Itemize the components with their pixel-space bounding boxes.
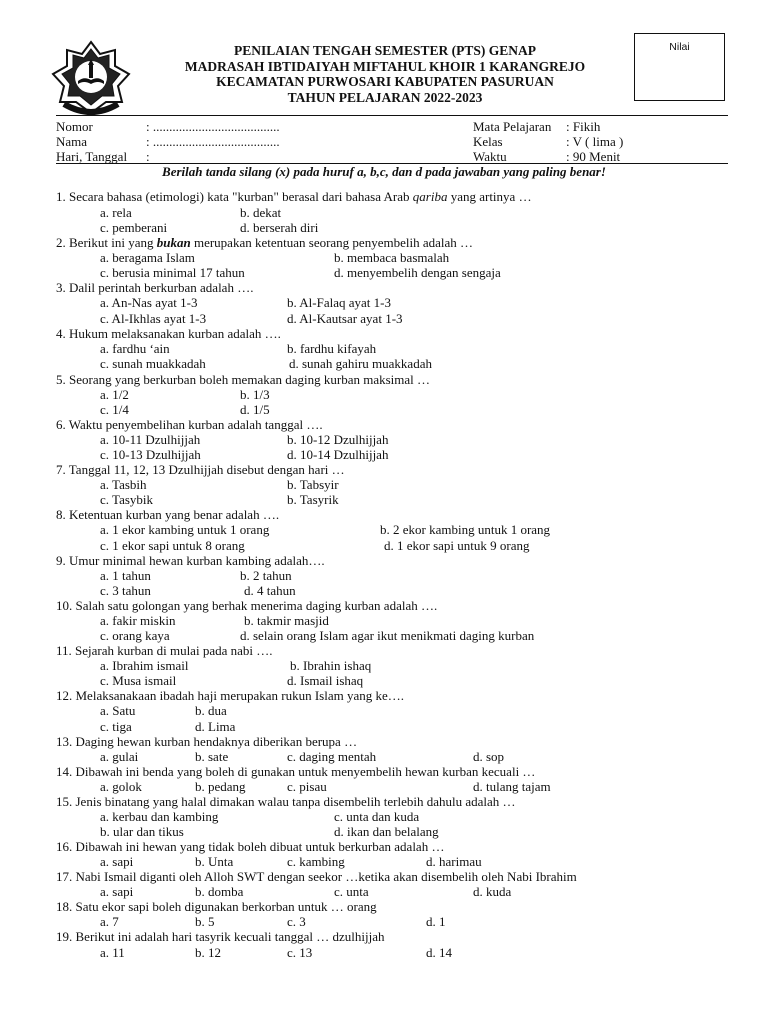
q14-option-a: a. golok — [100, 779, 142, 794]
q4-option-b: b. fardhu kifayah — [287, 341, 377, 356]
q13-option-b: b. sate — [195, 749, 229, 764]
q13-option-a: a. gulai — [100, 749, 139, 764]
q5-option-c: c. 1/4 — [100, 402, 129, 417]
nama-label: Nama — [56, 134, 88, 149]
q8-option-b: b. 2 ekor kambing untuk 1 orang — [380, 522, 551, 537]
question-3: 3. Dalil perintah berkurban adalah …. — [56, 280, 254, 295]
q12-option-d: d. Lima — [195, 719, 236, 734]
question-19: 19. Berikut ini adalah hari tasyrik kecuali tanggal … dzulhijjah — [56, 929, 385, 944]
q10-option-d: d. selain orang Islam agar ikut menikmati daging kurban — [240, 628, 535, 643]
exam-header — [140, 43, 630, 105]
question-12: 12. Melaksanakaan ibadah haji merupakan rukun Islam yang ke…. — [56, 688, 404, 703]
q10-option-c: c. orang kaya — [100, 628, 170, 643]
q19-option-b: b. 12 — [195, 945, 221, 960]
q16-option-a: a. sapi — [100, 854, 134, 869]
q15-option-b: c. unta dan kuda — [334, 809, 420, 824]
question-17: 17. Nabi Ismail diganti oleh Alloh SWT dengan seekor …ketika akan disembelih oleh Nabi Ibrahim — [56, 869, 577, 884]
header-school-name: MADRASAH IBTIDAIYAH MIFTAHUL KHOIR 1 KARANGREJO — [184, 58, 586, 74]
q16-option-c: c. kambing — [287, 854, 345, 869]
instruction-text: Berilah tanda silang (x) pada huruf a, b,c, dan d pada jawaban yang paling benar! — [162, 164, 606, 179]
q10-option-b: b. takmir masjid — [244, 613, 329, 628]
question-5: 5. Seorang yang berkurban boleh memakan daging kurban maksimal … — [56, 372, 431, 387]
question-2-text-end: merupakan ketentuan seorang penyembelih adalah … — [190, 235, 473, 250]
mapel-label: Mata Pelajaran — [473, 119, 552, 134]
nomor-label: Nomor — [56, 119, 93, 134]
q4-option-d: d. sunah gahiru muakkadah — [289, 356, 432, 371]
q11-option-d: d. Ismail ishaq — [287, 673, 364, 688]
q11-option-c: c. Musa ismail — [100, 673, 177, 688]
hari-tanggal-label: Hari, Tanggal — [56, 149, 128, 164]
q17-option-a: a. sapi — [100, 884, 134, 899]
q1-option-c: c. pemberani — [100, 220, 168, 235]
question-4: 4. Hukum melaksanakan kurban adalah …. — [56, 326, 281, 341]
question-2-text: 2. Berikut ini yang — [56, 235, 157, 250]
q9-option-d: d. 4 tahun — [244, 583, 296, 598]
question-2-emphasis: bukan — [156, 235, 191, 250]
q18-option-b: b. 5 — [195, 914, 215, 929]
q15-option-a: a. kerbau dan kambing — [100, 809, 219, 824]
q3-option-b: b. Al-Falaq ayat 1-3 — [287, 295, 391, 310]
question-15: 15. Jenis binatang yang halal dimakan walau tanpa disembelih terlebih dahulu adalah … — [56, 794, 516, 809]
question-7: 7. Tanggal 11, 12, 13 Dzulhijjah disebut dengan hari … — [56, 462, 345, 477]
question-16: 16. Dibawah ini hewan yang tidak boleh dibuat untuk berkurban adalah … — [56, 839, 445, 854]
q7-option-b: b. Tabsyir — [287, 477, 339, 492]
question-10: 10. Salah satu golongan yang berhak menerima daging kurban adalah …. — [56, 598, 438, 613]
question-11: 11. Sejarah kurban di mulai pada nabi …. — [56, 643, 273, 658]
question-18: 18. Satu ekor sapi boleh digunakan berkorban untuk … orang — [56, 899, 377, 914]
q8-option-c: c. 1 ekor sapi untuk 8 orang — [100, 538, 245, 553]
q2-option-a: a. beragama Islam — [100, 250, 195, 265]
q10-option-a: a. fakir miskin — [100, 613, 176, 628]
q8-option-a: a. 1 ekor kambing untuk 1 orang — [100, 522, 270, 537]
q1-option-b: b. dekat — [240, 205, 282, 220]
waktu-value: : 90 Menit — [566, 149, 621, 164]
question-1-term: qariba — [412, 189, 448, 204]
q4-option-a: a. fardhu ‘ain — [100, 341, 170, 356]
q11-option-b: b. Ibrahin ishaq — [290, 658, 372, 673]
question-2 — [56, 235, 473, 250]
q2-option-d: d. menyembelih dengan sengaja — [334, 265, 501, 280]
q8-option-d: d. 1 ekor sapi untuk 9 orang — [384, 538, 530, 553]
q4-option-c: c. sunah muakkadah — [100, 356, 206, 371]
q5-option-b: b. 1/3 — [240, 387, 270, 402]
q6-option-d: d. 10-14 Dzulhijjah — [287, 447, 389, 462]
header-title: PENILAIAN TENGAH SEMESTER (PTS) GENAP — [233, 43, 537, 58]
q16-option-d: d. harimau — [426, 854, 482, 869]
question-1 — [56, 189, 532, 204]
q5-option-d: d. 1/5 — [240, 402, 270, 417]
q16-option-b: b. Unta — [195, 854, 234, 869]
q9-option-c: c. 3 tahun — [100, 583, 151, 598]
q3-option-a: a. An-Nas ayat 1-3 — [100, 295, 198, 310]
question-9: 9. Umur minimal hewan kurban kambing adalah…. — [56, 553, 325, 568]
q17-option-c: c. unta — [334, 884, 369, 899]
waktu-label: Waktu — [473, 149, 507, 164]
q19-option-a: a. 11 — [100, 945, 125, 960]
q7-option-d: b. Tasyrik — [287, 492, 339, 507]
q13-option-d: d. sop — [473, 749, 505, 764]
q7-option-c: c. Tasybik — [100, 492, 154, 507]
q13-option-c: c. daging mentah — [287, 749, 377, 764]
question-13: 13. Daging hewan kurban hendaknya diberikan berupa … — [56, 734, 358, 749]
q1-option-a: a. rela — [100, 205, 132, 220]
q12-option-b: b. dua — [195, 703, 227, 718]
q19-option-d: d. 14 — [426, 945, 452, 960]
nomor-field: : ....................................... — [146, 119, 280, 134]
school-logo — [50, 40, 132, 116]
q5-option-a: a. 1/2 — [100, 387, 129, 402]
q17-option-b: b. domba — [195, 884, 244, 899]
score-label: Nilai — [669, 41, 690, 53]
q15-option-d: d. ikan dan belalang — [334, 824, 439, 839]
q3-option-c: c. Al-Ikhlas ayat 1-3 — [100, 311, 207, 326]
q18-option-c: c. 3 — [287, 914, 306, 929]
header-divider — [56, 115, 728, 116]
q15-option-c: b. ular dan tikus — [100, 824, 184, 839]
q6-option-a: a. 10-11 Dzulhijjah — [100, 432, 201, 447]
q6-option-b: b. 10-12 Dzulhijjah — [287, 432, 389, 447]
q6-option-c: c. 10-13 Dzulhijjah — [100, 447, 201, 462]
q2-option-b: b. membaca basmalah — [334, 250, 450, 265]
header-academic-year: TAHUN PELAJARAN 2022-2023 — [287, 89, 483, 105]
q2-option-c: c. berusia minimal 17 tahun — [100, 265, 245, 280]
q12-option-c: c. tiga — [100, 719, 132, 734]
question-1-text-end: yang artinya … — [447, 189, 532, 204]
q14-option-b: b. pedang — [195, 779, 246, 794]
question-8: 8. Ketentuan kurban yang benar adalah …. — [56, 507, 280, 522]
question-1-text: 1. Secara bahasa (etimologi) kata "kurban" berasal dari bahasa Arab — [56, 189, 413, 204]
q18-option-d: d. 1 — [426, 914, 446, 929]
q11-option-a: a. Ibrahim ismail — [100, 658, 189, 673]
kelas-value: : V ( lima ) — [566, 134, 624, 149]
score-box — [634, 33, 725, 101]
question-6: 6. Waktu penyembelihan kurban adalah tanggal …. — [56, 417, 323, 432]
question-14: 14. Dibawah ini benda yang boleh di gunakan untuk menyembelih hewan kurban kecuali … — [56, 764, 536, 779]
q17-option-d: d. kuda — [473, 884, 512, 899]
q1-option-d: d. berserah diri — [240, 220, 319, 235]
q12-option-a: a. Satu — [100, 703, 136, 718]
q19-option-c: c. 13 — [287, 945, 313, 960]
q3-option-d: d. Al-Kautsar ayat 1-3 — [287, 311, 403, 326]
q7-option-a: a. Tasbih — [100, 477, 147, 492]
kelas-label: Kelas — [473, 134, 503, 149]
q14-option-c: c. pisau — [287, 779, 327, 794]
q9-option-a: a. 1 tahun — [100, 568, 151, 583]
q18-option-a: a. 7 — [100, 914, 119, 929]
q14-option-d: d. tulang tajam — [473, 779, 551, 794]
q9-option-b: b. 2 tahun — [240, 568, 292, 583]
hari-tanggal-field: : — [146, 149, 150, 164]
mapel-value: : Fikih — [566, 119, 601, 134]
nama-field: : ....................................... — [146, 134, 280, 149]
header-district: KECAMATAN PURWOSARI KABUPATEN PASURUAN — [216, 74, 554, 89]
